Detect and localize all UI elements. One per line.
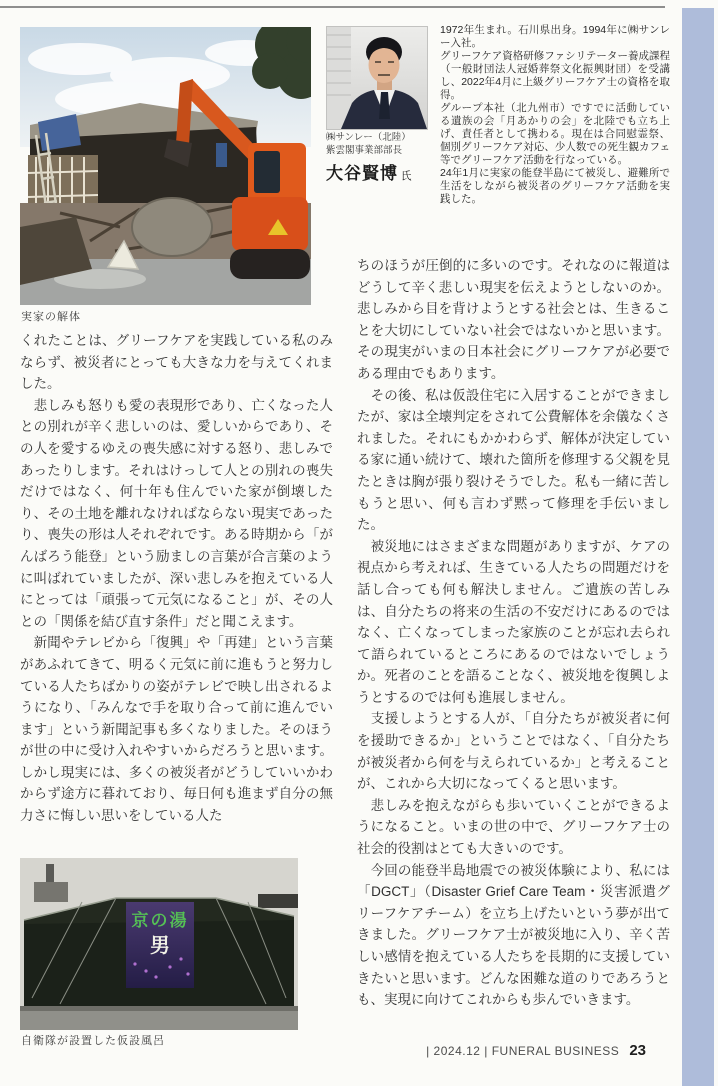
bio-paragraph: 1972年生まれ。石川県出身。1994年に㈱サンレー入社。	[440, 24, 670, 49]
bath-tent-photo-art	[20, 858, 298, 1030]
page-edge-accent-band	[682, 8, 714, 1086]
article-paragraph: 支援しようとする人が、「自分たちが被災者に何を援助できるか」ということではなく、「自分たちが被災者から何を与えられているか」と考えることが、これから大切になってくると思います。	[357, 711, 670, 792]
cab-window	[254, 151, 280, 193]
demolition-photo-caption: 実家の解体	[21, 311, 81, 323]
profile-name: 大谷賢博	[326, 164, 398, 183]
article-paragraph: 悲しみも怒りも愛の表現形であり、亡くなった人との別れが辛く悲しいのは、愛しいからであり、その人を愛するゆえの喪失感に対する怒り、悲しみであったりします。それはけっして人との別れの喪失だけではなく、何十年も住んでいた家が倒壊したり、その土地を離れなければならない現実であったり、喪失の形は人それぞれです。ある時期から「がんばろう能登」という励ましの言葉が合言葉のように叫ばれていましたが、深い悲しみを抱えている人にとっては「頑張って元気になること」が、その人との「関係を結び直す条件」だと聞こえます。	[20, 397, 333, 629]
excavator-body	[232, 197, 308, 251]
profile-name-line	[326, 159, 456, 184]
profile-job-title: 紫雲閣事業部部長	[326, 145, 403, 156]
profile-block	[326, 131, 456, 184]
bio-paragraph: グリーフケア資格研修ファシリテーター養成課程（一般財団法人冠婚葬祭文化振興財団）を受講し、2022年4月に上級グリーフケア士の資格を取得。	[440, 50, 670, 101]
demolition-photo	[20, 27, 311, 305]
journal-title: | 2024.12 | FUNERAL BUSINESS	[426, 1044, 620, 1058]
article-paragraph: ちのほうが圧倒的に多いのです。それなのに報道はどうして辛く悲しい現実を伝えようとしないのか。悲しみから目を背けようとする社会とは、生きることを大切にしていない社会ではないかと思います。その現実がいまの日本社会にグリーフケアが必要である理由でもあります。	[357, 258, 670, 381]
bio-paragraph: 24年1月に実家の能登半島にて被災し、避難所で生活をしながら被災者のグリーフケア活動を実践した。	[440, 167, 670, 205]
portrait-photo-art	[327, 27, 427, 129]
top-rule	[0, 6, 665, 8]
article-paragraph: その後、私は仮設住宅に入居することができましたが、家は全壊判定をされて公費解体を余儀なくされました。それにもかかわらず、解体が決定している家に通い続けて、壊れた箇所を修理する父親を見たときは胸が張り裂けそうでした。私も一緒に苦しもうと思い、何も言わず黙って修理を手伝いました。	[357, 387, 670, 533]
excavator-tracks	[230, 249, 310, 279]
page-number: 23	[629, 1042, 646, 1059]
bio-paragraph: グループ本社（北九州市）ですでに活動している遺族の会「月あかりの会」を北陸でも立ち上げ、責任者として携わる。現在は合同慰霊祭、個別グリーフケア対応、少人数での死生観カフェ等でグリーフケア活動を行なっている。	[440, 102, 670, 166]
profile-company: ㈱サンレー（北陸）	[326, 132, 411, 143]
article-paragraph: 新聞やテレビから「復興」や「再建」という言葉があふれてきて、明るく元気に前に進もうと努力している人たちばかりの姿がテレビで映し出されるようになり、「みんなで手を取り合って前に進んでいます」という新聞記事も多くなりました。そのほうが世の中に受け入れやすいからだろうと思います。しかし現実には、多くの被災者がどうしていいかわからず途方に暮れており、毎日何も進まず自分の無力さに悔しい思いをしている人た	[20, 635, 333, 824]
article-paragraph: 悲しみを抱えながらも歩いていくことができるようになること。いまの世の中で、グリーフケア士の社会的役割はとても大きいのです。	[357, 797, 670, 857]
tarp-mound	[132, 198, 212, 256]
bath-tent-photo-caption: 自衛隊が設置した仮設風呂	[21, 1035, 165, 1047]
article-paragraph: 被災地にはさまざまな問題がありますが、ケアの視点から考えれば、生きている人たちの問題だけを話し合っても何も解決しません。ご遺族の苦しみは、自分たちの将来の生活の不安だけにあるのではなく、亡くなってしまった家族のことが忘れ去られて語られているところにあるのではないでしょうか。死者のことを語ることなく、被災地を復興しようとするのでは何も進展しません。	[357, 538, 670, 705]
bath-tent-photo	[20, 858, 298, 1030]
noren-gender-text: 男	[150, 935, 170, 957]
profile-honorific: 氏	[401, 170, 412, 182]
article-right-column	[357, 255, 670, 1011]
demolition-photo-art	[20, 27, 311, 305]
article-left-column	[20, 330, 333, 827]
window-blinds	[327, 27, 351, 129]
worker-figure	[216, 143, 227, 167]
face	[369, 47, 400, 83]
profile-bio	[440, 24, 670, 206]
distant-structure	[34, 882, 68, 902]
article-paragraph: 今回の能登半島地震での被災体験により、私には「DGCT」（Disaster Grief Care Team・災害派遣グリーフケアチーム）を立ち上げたいという夢が出てきました。グリーフケア士が被災地に入り、辛く苦しい感情を抱えている人たちを長期的に支援していきたいと思います。どんな困難な道のりであろうとも、実現に向けてこれからも歩んでいきます。	[357, 862, 670, 1008]
page-footer	[390, 1042, 646, 1059]
tent-ground-shadow	[20, 1006, 298, 1011]
noren-title-text: 京の湯	[131, 911, 189, 930]
distant-vehicle	[258, 894, 298, 908]
portrait-photo	[326, 26, 428, 130]
article-paragraph: くれたことは、グリーフケアを実践している私のみならず、被災者にとっても大きな力を与えてくれました。	[20, 333, 333, 392]
